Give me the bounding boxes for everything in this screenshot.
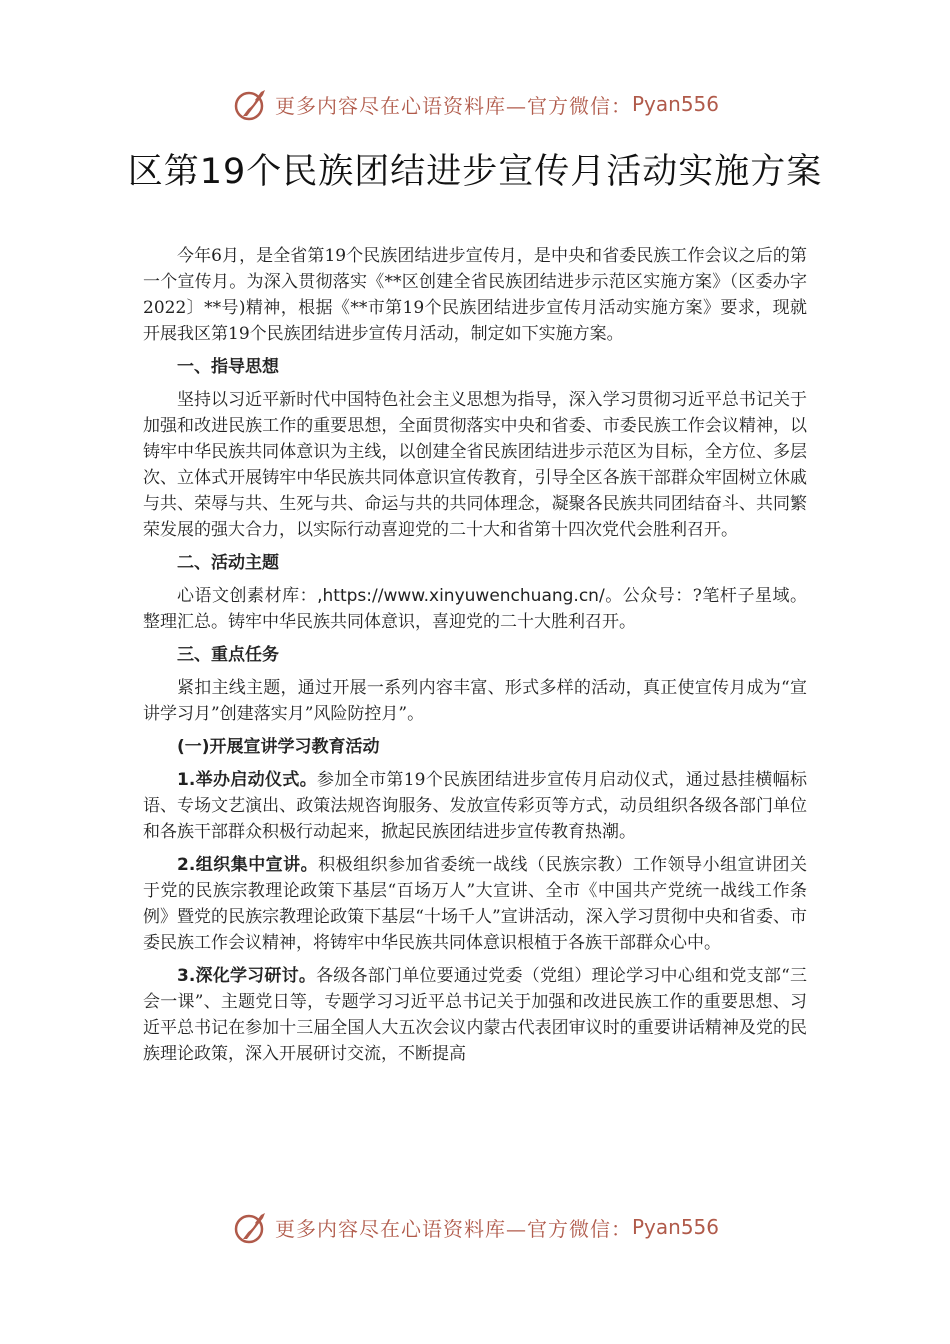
task-text: 参加全市第19个民族团结进步宣传月启动仪式，通过悬挂横幅标语、专场文艺演出、政策法规咨询服务、发放宣传彩页等方式，动员组织各级各部门单位和各族干部群众积极行动起来，掀起民族团结进步宣传教育热潮。 bbox=[143, 770, 807, 842]
section2-heading: 二、活动主题 bbox=[177, 553, 279, 573]
banner-text: 更多内容尽在心语资料库—官方微信： bbox=[274, 93, 632, 118]
task-text: 各级各部门单位要通过党委（党组）理论学习中心组和党支部“三会一课”、主题党日等，专题学习习近平总书记关于加强和改进民族工作的重要思想、习近平总书记在参加十三届全国人大五次会议内蒙古代表团审议时的重要讲话精神及党的民族理论政策，深入开展研讨交流，不断提高 bbox=[143, 966, 807, 1064]
section1-body: 坚持以习近平新时代中国特色社会主义思想为指导，深入学习贯彻习近平总书记关于加强和改进民族工作的重要思想，全面贯彻落实中央和省委、市委民族工作会议精神，以铸牢中华民族共同体意识为主线，以创建全省民族团结进步示范区为目标，全方位、多层次、立体式开展铸牢中华民族共同体意识宣传教育，引导全区各族干部群众牢固树立休戚与共、荣辱与共、生死与共、命运与共的共同体理念，凝聚各民族共同团结奋斗、共同繁荣发展的强大合力，以实际行动喜迎党的二十大和省第十四次党代会胜利召开。 bbox=[143, 390, 807, 540]
quill-pen-logo-icon bbox=[231, 86, 271, 122]
section3-heading: 三、重点任务 bbox=[177, 645, 279, 665]
task-item bbox=[143, 852, 807, 956]
task-lead: 3.深化学习研讨。 bbox=[177, 966, 317, 986]
subsection1-heading: (一)开展宣讲学习教育活动 bbox=[177, 737, 380, 757]
section3-body: 紧扣主线主题，通过开展一系列内容丰富、形式多样的活动，真正使宣传月成为“宣讲学习月”创建落实月”风险防控月”。 bbox=[143, 678, 807, 724]
task-item bbox=[143, 767, 807, 845]
intro-paragraph: 今年6月，是全省第19个民族团结进步宣传月，是中央和省委民族工作会议之后的第一个宣传月。为深入贯彻落实《**区创建全省民族团结进步示范区实施方案》（区委办字2022〕**号)精神，根据《**市第19个民族团结进步宣传月活动实施方案》要求，现就开展我区第19个民族团结进步宣传月活动，制定如下实施方案。 bbox=[143, 246, 807, 344]
task-text: 积极组织参加省委统一战线（民族宗教）工作领导小组宣讲团关于党的民族宗教理论政策下基层“百场万人”大宣讲、全市《中国共产党统一战线工作条例》暨党的民族宗教理论政策下基层“十场千人”宣讲活动，深入学习贯彻中央和省委、市委民族工作会议精神，将铸牢中华民族共同体意识根植于各族干部群众心中。 bbox=[143, 855, 807, 953]
banner-text: 更多内容尽在心语资料库—官方微信： bbox=[274, 1216, 632, 1241]
task-lead: 1.举办启动仪式。 bbox=[177, 770, 318, 790]
document-body bbox=[143, 243, 807, 1067]
section2-body bbox=[143, 583, 807, 635]
header-banner bbox=[0, 84, 950, 124]
task-lead: 2.组织集中宣讲。 bbox=[177, 855, 319, 875]
banner-wechat-id: Pyan556 bbox=[631, 1215, 719, 1239]
footer-banner bbox=[0, 1207, 950, 1247]
task-item bbox=[143, 963, 807, 1067]
page-title: 区第19个民族团结进步宣传月活动实施方案 bbox=[127, 152, 823, 192]
section2-suffix: 。公众号：?笔杆子星域。整理汇总。铸牢中华民族共同体意识，喜迎党的二十大胜利召开。 bbox=[143, 586, 807, 632]
quill-pen-logo-icon bbox=[231, 1209, 271, 1245]
section2-prefix: 心语文创素材库： bbox=[177, 586, 318, 606]
section2-url: ,https://www.xinyuwenchuang.cn/ bbox=[317, 586, 605, 606]
banner-wechat-id: Pyan556 bbox=[631, 92, 719, 116]
section1-heading: 一、指导思想 bbox=[177, 357, 279, 377]
